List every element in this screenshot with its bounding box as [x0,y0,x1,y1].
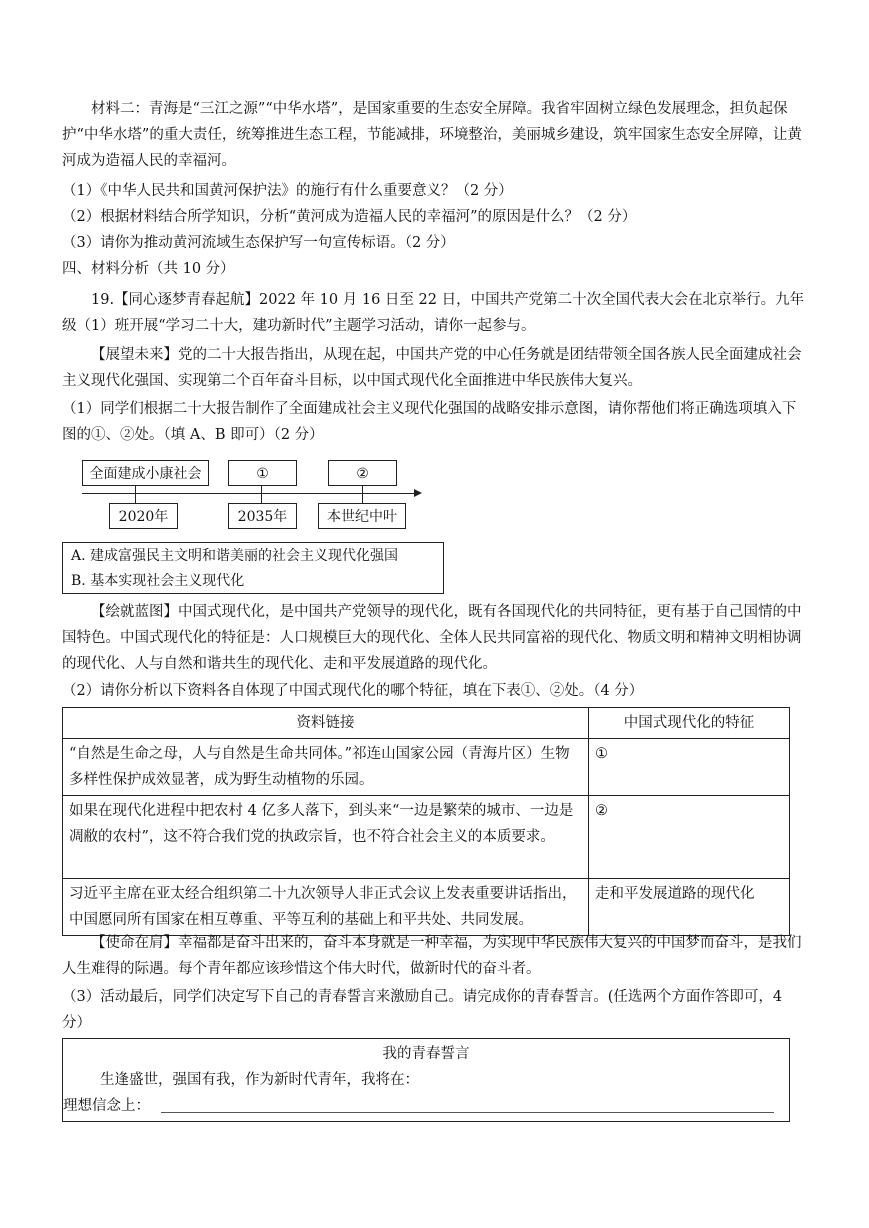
youth-oath-box [62,1038,790,1122]
table-row [63,796,790,879]
question-19-2: （2）请你分析以下资料各自体现了中国式现代化的哪个特征，填在下表①、②处。（4 分） [62,683,644,699]
question-19-intro: 19.【同心逐梦青春起航】2022 年 10 月 16 日至 22 日，中国共产党第二十次全国代表大会在北京举行。九年级（1）班开展“学习二十大，建功新时代”主题学习活动，请你一起参与。 [62,292,805,334]
section-four-heading: 四、材料分析（共 10 分） [62,261,235,277]
oath-intro-line: 生逢盛世，强国有我，作为新时代青年，我将在： [100,1072,419,1088]
outlook-paragraph: 【展望未来】党的二十大报告指出，从现在起，中国共产党的中心任务就是团结带领全国各族人民全面建成社会主义现代化强国、实现第二个百年奋斗目标，以中国式现代化全面推进中华民族伟大复兴。 [62,347,802,389]
timeline-blank-1: ① [228,460,297,486]
timeline-tick [261,486,262,503]
table-cell: ① [589,739,790,796]
table-header: 中国式现代化的特征 [589,708,790,739]
table-cell: 习近平主席在亚太经合组织第二十九次领导人非正式会议上发表重要讲话指出，中国愿同所有国家在相互尊重、平等互利的基础上和平共处、共同发展。 [63,879,589,936]
question-18-3: （3）请你为推动黄河流域生态保护写一句宣传标语。（2 分） [62,235,455,251]
table-cell: 如果在现代化进程中把农村 4 亿多人落下，到头来“一边是繁荣的城市、一边是凋敝的农村”，这不符合我们党的执政宗旨，也不符合社会主义的本质要求。 [63,796,589,879]
table-cell: 走和平发展道路的现代化 [589,879,790,936]
timeline-year-box: 2020年 [109,503,178,529]
table-header: 资料链接 [63,708,589,739]
timeline-arrow-icon [414,489,422,497]
table-cell: ② [589,796,790,879]
table-row [63,879,790,936]
oath-ideal-label: 理想信念上： [63,1098,150,1114]
table-cell: “自然是生命之母，人与自然是生命共同体。”祁连山国家公园（青海片区）生物多样性保护成效显著，成为野生动植物的乐园。 [63,739,589,796]
question-18-1: （1）《中华人民共和国黄河保护法》的施行有什么重要意义？（2 分） [62,183,513,199]
timeline-stage-box: 全面建成小康社会 [82,460,209,486]
features-table [62,707,790,936]
option-a: A. 建成富强民主文明和谐美丽的社会主义现代化强国 [71,548,399,564]
blueprint-paragraph: 【绘就蓝图】中国式现代化，是中国共产党领导的现代化，既有各国现代化的共同特征，更有基于自己国情的中国特色。中国式现代化的特征是：人口规模巨大的现代化、全体人民共同富裕的现代化、物质文明和精神文明相协调的现代化、人与自然和谐共生的现代化、走和平发展道路的现代化。 [62,604,802,672]
timeline-year-box: 本世纪中叶 [318,503,406,529]
question-19-3: （3）活动最后，同学们决定写下自己的青春誓言来激励自己。请完成你的青春誓言。(任选两个方面作答即可，4 分） [62,989,783,1031]
question-19-1: （1）同学们根据二十大报告制作了全面建成社会主义现代化强国的战略安排示意图，请你帮他们将正确选项填入下图的①、②处。（填 A、B 即可）（2 分） [62,401,797,443]
question-18-2: （2）根据材料结合所学知识，分析“黄河成为造福人民的幸福河”的原因是什么？（2 分） [62,209,637,225]
table-row [63,739,790,796]
timeline-blank-2: ② [328,460,397,486]
timeline-tick [135,486,136,503]
table-header-row [63,708,790,739]
timeline-tick [362,486,363,503]
timeline-year-box: 2035年 [228,503,297,529]
timeline-axis [82,493,414,494]
material-two-paragraph: 材料二：青海是“三江之源”“中华水塔”，是国家重要的生态安全屏障。我省牢固树立绿色发展理念，担负起保护“中华水塔”的重大责任，统筹推进生态工程，节能减排，环境整治，美丽城乡建设，筑牢国家生态安全屏障，让黄河成为造福人民的幸福河。 [62,101,802,169]
oath-title: 我的青春誓言 [382,1046,470,1062]
options-box [62,542,444,594]
option-b: B. 基本实现社会主义现代化 [71,573,245,589]
oath-answer-line[interactable] [161,1112,774,1113]
mission-paragraph: 【使命在肩】幸福都是奋斗出来的，奋斗本身就是一种幸福，为实现中华民族伟大复兴的中国梦而奋斗，是我们人生难得的际遇。每个青年都应该珍惜这个伟大时代，做新时代的奋斗者。 [62,935,802,977]
